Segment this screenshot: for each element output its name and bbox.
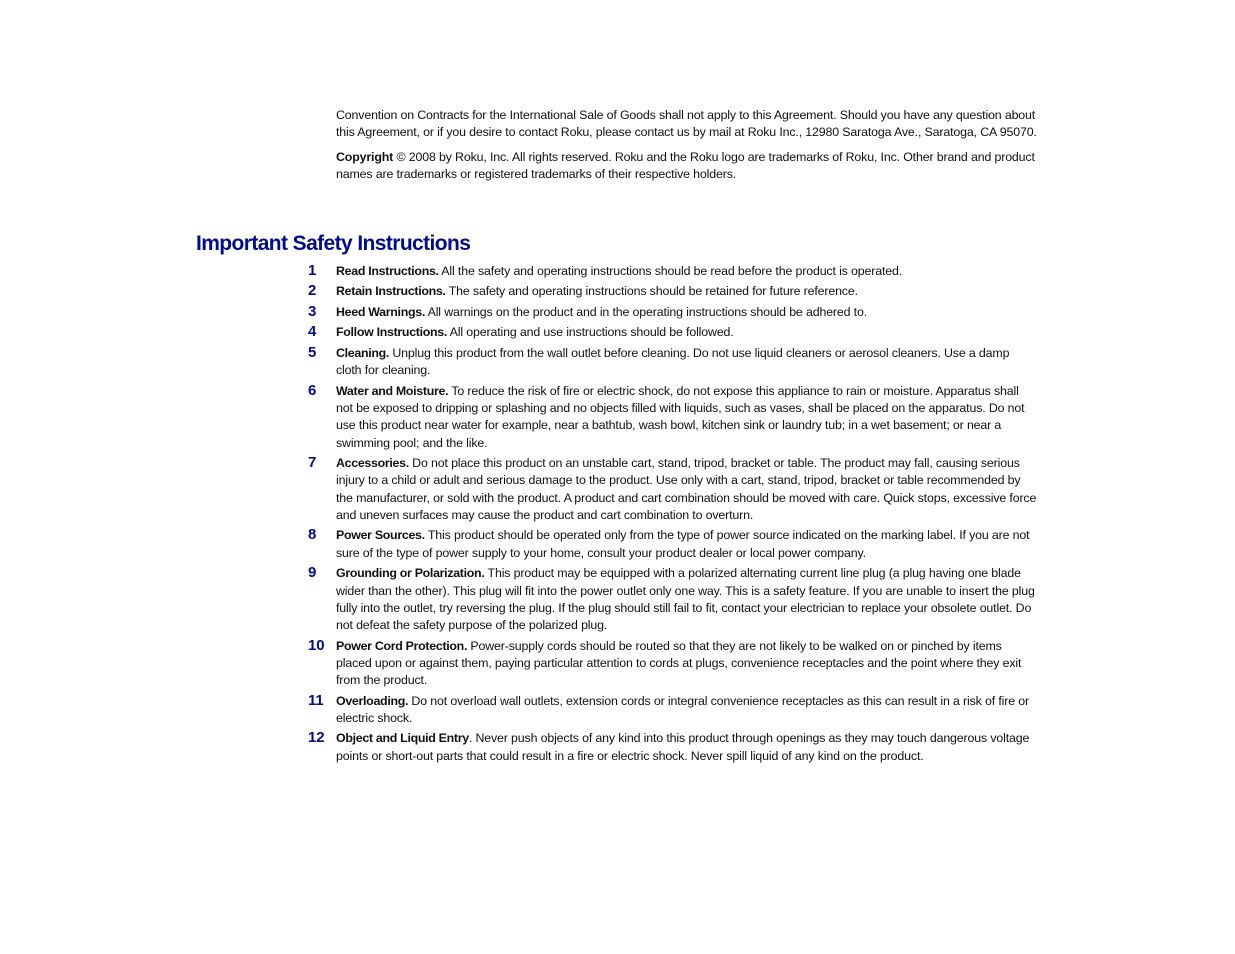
item-text: All warnings on the product and in the operating instructions should be adhered to. [424, 304, 868, 319]
item-text: To reduce the risk of fire or electric shock, do not expose this appliance to rain or moisture. Apparatus shall not be exposed to dripping or splashing and no objects filled with liquids, such as vases, shall be placed on the apparatus. Do not use this product near water for example, near a bathtub, wash bowl, kitchen sink or laundry tub; in a wet basement; or near a swimming pool; and the like. [336, 383, 1025, 450]
item-term: Accessories. [336, 456, 409, 471]
item-text: This product may be equipped with a polarized alternating current line plug (a plug having one blade wider than the other). This plug will fit into the power outlet only one way. This is a safety feature. If you are unable to insert the plug fully into the outlet, try reversing the plug. If the plug should still fail to fit, contact your electrician to replace your obsolete outlet. Do not defeat the safety purpose of the polarized plug. [336, 566, 1035, 633]
item-number: 4 [308, 323, 317, 341]
item-text: Do not overload wall outlets, extension cords or integral convenience receptacles as this can result in a risk of fire or electric shock. [336, 693, 1029, 725]
item-number: 6 [308, 381, 317, 399]
item-number: 3 [308, 302, 317, 320]
item-term: Heed Warnings. [336, 304, 425, 319]
item-term: Overloading. [336, 693, 409, 708]
copyright-paragraph [336, 149, 1038, 184]
item-number: 2 [308, 282, 317, 300]
item-term: Object and Liquid Entry [336, 731, 469, 746]
list-item [306, 730, 1038, 765]
item-number: 10 [308, 636, 325, 654]
item-text: All the safety and operating instructions should be read before the product is operated. [438, 264, 903, 278]
list-item [306, 383, 1038, 452]
item-number: 5 [308, 343, 317, 361]
item-number: 8 [308, 526, 317, 544]
item-term: Power Sources. [336, 528, 425, 543]
item-number: 1 [308, 262, 317, 279]
item-term: Power Cord Protection. [336, 638, 468, 653]
safety-instructions-list [306, 263, 1038, 768]
list-item [306, 565, 1038, 634]
item-term: Grounding or Polarization. [336, 566, 485, 581]
list-item [306, 455, 1038, 524]
list-item [306, 693, 1038, 728]
list-item [306, 527, 1038, 562]
item-text: Unplug this product from the wall outlet before cleaning. Do not use liquid cleaners or aerosol cleaners. Use a damp cloth for cleaning. [336, 345, 1010, 378]
list-item [306, 263, 1038, 280]
copyright-term: Copyright [336, 149, 394, 164]
item-text: . Never push objects of any kind into this product through openings as they may touch dangerous voltage points or short-out parts that could result in a fire or electric shock. Never spill liquid of any kind on the product. [336, 731, 1030, 763]
item-text: Power-supply cords should be routed so that they are not likely to be walked on or pinched by items placed upon or against them, paying particular attention to cords at plugs, convenience receptacles and the point where they exit from the product. [336, 638, 1022, 688]
item-term: Retain Instructions. [336, 284, 446, 299]
item-number: 12 [308, 729, 325, 747]
intro-paragraph: Convention on Contracts for the International Sale of Goods shall not apply to this Agreement. Should you have any question about this Agreement, or if you desire to contact Roku, please contact us by mail at Roku Inc., 12980 Saratoga Ave., Saratoga, CA 95070. [336, 108, 1037, 140]
list-item [306, 324, 1038, 341]
item-text: The safety and operating instructions should be retained for future reference. [445, 284, 858, 299]
item-term: Read Instructions. [336, 264, 439, 278]
item-number: 9 [308, 564, 317, 582]
intro-block [336, 107, 1038, 190]
item-term: Cleaning. [336, 345, 390, 360]
item-text: This product should be operated only from the type of power source indicated on the marking label. If you are not sure of the type of power supply to your home, consult your product dealer or local power company. [336, 528, 1030, 560]
copyright-text: © 2008 by Roku, Inc. All rights reserved. Roku and the Roku logo are trademarks of Roku, Inc. Other brand and product names are trademarks or registered trademarks of their respective holders. [336, 149, 1035, 181]
list-item [306, 638, 1038, 690]
item-number: 11 [308, 691, 324, 709]
item-text: Do not place this product on an unstable cart, stand, tripod, bracket or table. The product may fall, causing serious injury to a child or adult and serious damage to the product. Use only with a cart, stand, tripod, bracket or table recommended by the manufacturer, or sold with the product. A product and cart combination should be moved with care. Quick stops, excessive force and uneven surfaces may cause the product and cart combination to overturn. [336, 456, 1037, 522]
section-title: Important Safety Instructions [196, 232, 471, 255]
list-item [306, 345, 1038, 380]
list-item [306, 304, 1038, 321]
item-number: 7 [308, 454, 317, 472]
item-term: Water and Moisture. [336, 383, 449, 398]
item-term: Follow Instructions. [336, 325, 448, 340]
item-text: All operating and use instructions should be followed. [447, 325, 734, 340]
list-item [306, 283, 1038, 300]
